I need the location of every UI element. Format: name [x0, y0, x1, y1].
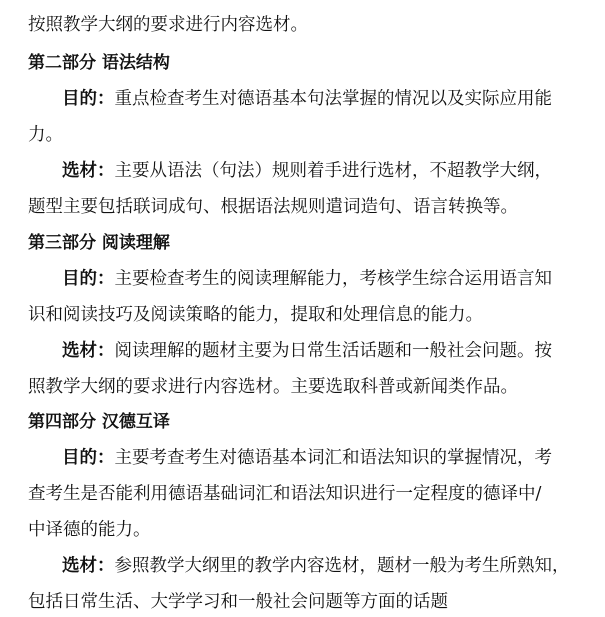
- paragraph-text: 参照教学大纲里的教学内容选材，题材一般为考生所熟知，: [114, 556, 570, 576]
- paragraph-line: 中译德的能力。: [28, 520, 151, 540]
- section-heading: 第三部分 阅读理解: [28, 233, 170, 253]
- paragraph-text: 主要从语法（句法）规则着手进行选材，不超教学大纲，: [114, 161, 552, 181]
- paragraph-line: [62, 87, 552, 111]
- section-heading: 第四部分 汉德互译: [28, 412, 170, 432]
- paragraph-line: 照教学大纲的要求进行内容选材。主要选取科普或新闻类作品。: [28, 377, 518, 397]
- paragraph-text: 阅读理解的题材主要为日常生活话题和一般社会问题。按: [114, 341, 552, 361]
- paragraph-line: 题型主要包括联词成句、根据语法规则遣词造句、语言转换等。: [28, 197, 518, 217]
- paragraph-line: 包括日常生活、大学学习和一般社会问题等方面的话题: [28, 592, 448, 612]
- paragraph-line: [62, 446, 552, 470]
- purpose-label: 目的：: [62, 89, 115, 109]
- paragraph-line: [62, 267, 552, 291]
- purpose-label: 目的：: [62, 269, 115, 289]
- paragraph-line: 查考生是否能利用德语基础词汇和语法知识进行一定程度的德译中/: [28, 484, 542, 504]
- intro-line: 按照教学大纲的要求进行内容选材。: [28, 15, 308, 35]
- paragraph-line: [62, 159, 552, 183]
- material-label: 选材：: [62, 341, 115, 361]
- material-label: 选材：: [62, 161, 115, 181]
- paragraph-text: 重点检查考生对德语基本句法掌握的情况以及实际应用能: [114, 89, 552, 109]
- paragraph-text: 主要考查考生对德语基本词汇和语法知识的掌握情况，考: [114, 448, 552, 468]
- paragraph-line: [62, 554, 570, 578]
- section-heading: 第二部分 语法结构: [28, 53, 170, 73]
- material-label: 选材：: [62, 556, 115, 576]
- paragraph-line: 识和阅读技巧及阅读策略的能力，提取和处理信息的能力。: [28, 305, 483, 325]
- purpose-label: 目的：: [62, 448, 115, 468]
- paragraph-line: 力。: [28, 125, 63, 145]
- paragraph-text: 主要检查考生的阅读理解能力，考核学生综合运用语言知: [114, 269, 552, 289]
- paragraph-line: [62, 339, 552, 363]
